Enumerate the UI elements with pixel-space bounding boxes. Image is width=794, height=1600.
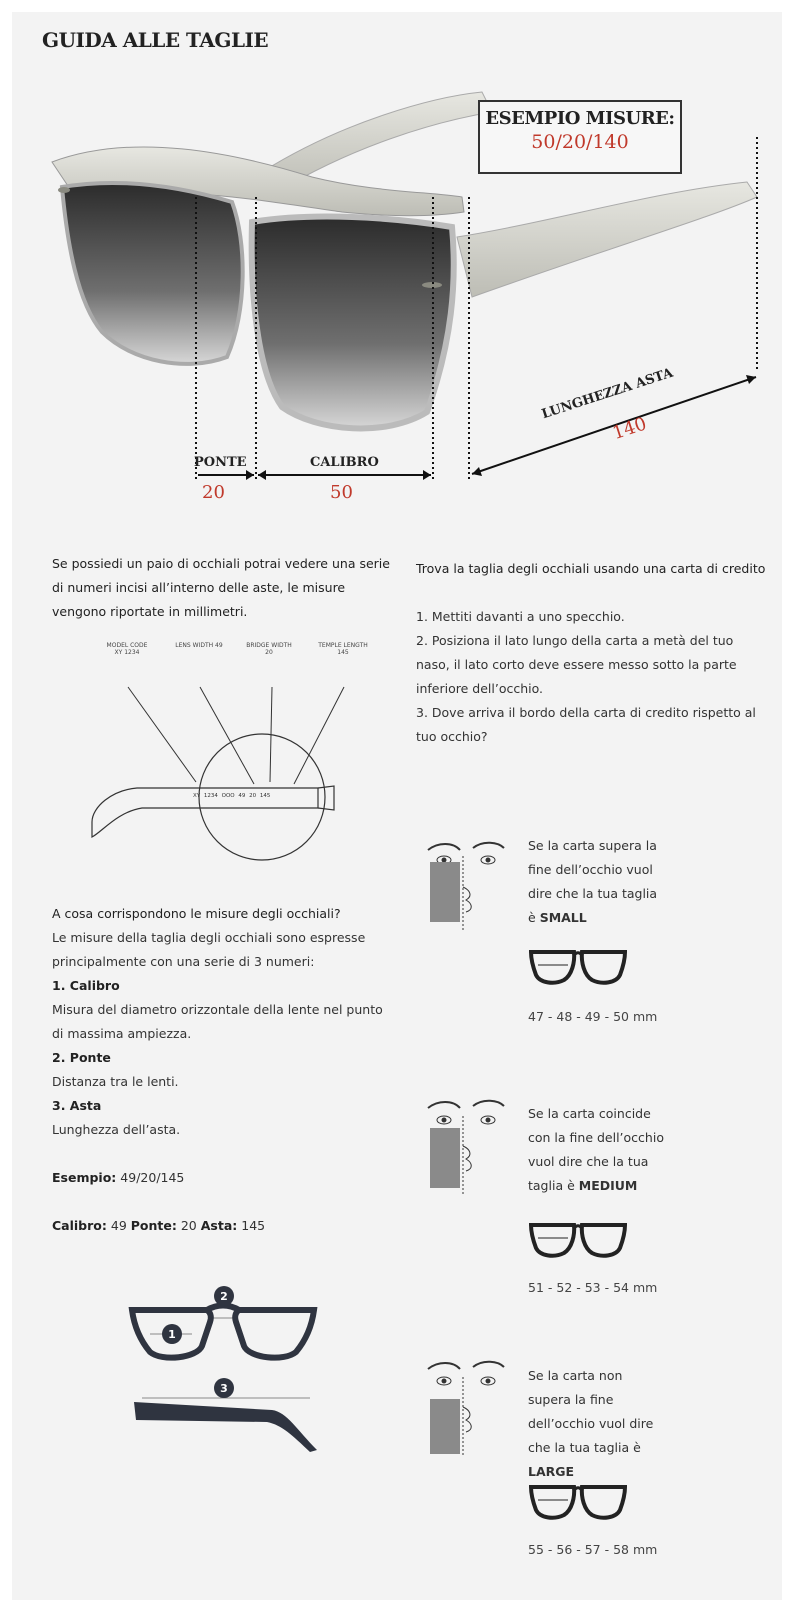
card-step-2: 2. Posiziona il lato lungo della carta a metà del tuo naso, il lato corto deve essere messo sotto la parte inferiore dell’occhio. <box>416 633 737 696</box>
explain-example <box>52 1166 392 1190</box>
size-guide-page <box>12 12 782 1600</box>
glasses-icon-large <box>528 1482 628 1522</box>
face-card-icon-small <box>418 832 508 932</box>
badge-3-text: 3 <box>220 1382 228 1395</box>
asta-value: 140 <box>610 413 650 444</box>
engraving-lens: 49 <box>238 793 246 799</box>
size-small-text <box>528 834 668 930</box>
glasses-icon-small <box>528 947 628 987</box>
explain-breakdown <box>52 1214 392 1238</box>
ponte-val: 20 <box>180 1218 197 1233</box>
glasses-icon-medium <box>528 1220 628 1260</box>
calibro-label: CALIBRO <box>310 455 379 470</box>
explain-question: A cosa corrispondono le misure degli occhiali? <box>52 906 341 921</box>
size-large-range: 55 - 56 - 57 - 58 mm <box>528 1542 658 1557</box>
card-guide <box>416 557 766 749</box>
engraving-model: XY 1234 <box>193 793 218 799</box>
face-card-icon-medium <box>418 1094 508 1194</box>
example-label: ESEMPIO MISURE: <box>485 108 675 129</box>
size-small-desc: Se la carta supera la fine dell’occhio vuol dire che la tua taglia è <box>528 838 658 925</box>
example-value: 50/20/140 <box>531 131 629 153</box>
ponte-key: Ponte: <box>130 1218 177 1233</box>
example-measures-box <box>478 100 682 174</box>
measures-explanation <box>52 902 392 1238</box>
size-medium-text <box>528 1102 668 1198</box>
card-guide-title: Trova la taglia degli occhiali usando una carta di credito <box>416 561 766 576</box>
calibro-value: 50 <box>330 482 353 503</box>
ponte-value: 20 <box>202 482 225 503</box>
explain-item-2-desc: Distanza tra le lenti. <box>52 1074 179 1089</box>
size-small-range: 47 - 48 - 49 - 50 mm <box>528 1009 658 1024</box>
example-val: 49/20/145 <box>120 1170 185 1185</box>
engraving-text <box>193 793 270 799</box>
face-card-icon-large <box>418 1357 508 1457</box>
asta-label: LUNGHEZZA ASTA <box>540 365 675 423</box>
asta-key: Asta: <box>200 1218 238 1233</box>
size-large-label: LARGE <box>528 1464 575 1479</box>
lens-width-label: LENS WIDTH 49 <box>175 642 223 649</box>
sunglasses-photo <box>12 12 782 512</box>
calibro-val: 49 <box>110 1218 127 1233</box>
engraving-temple: 145 <box>259 793 271 799</box>
asta-val: 145 <box>241 1218 266 1233</box>
size-small-label: SMALL <box>539 910 587 925</box>
engraving-bridge: 20 <box>249 793 257 799</box>
badge-1-text: 1 <box>168 1328 176 1341</box>
calibro-key: Calibro: <box>52 1218 107 1233</box>
model-code-label: MODEL CODE XY 1234 <box>106 642 148 656</box>
explain-item-2-title: 2. Ponte <box>52 1050 111 1065</box>
bridge-width-label: BRIDGE WIDTH 20 <box>246 642 292 656</box>
explain-item-1-desc: Misura del diametro orizzontale della lente nel punto di massima ampiezza. <box>52 1002 383 1041</box>
page-title: GUIDA ALLE TAGLIE <box>42 28 269 52</box>
size-medium-desc: Se la carta coincide con la fine dell’occhio vuol dire che la tua taglia è <box>528 1106 664 1193</box>
card-step-1: 1. Mettiti davanti a uno specchio. <box>416 609 625 624</box>
badge-icons <box>122 1280 322 1480</box>
engraving-symbol: OOO <box>221 793 235 799</box>
temple-engraving-icon <box>72 662 392 862</box>
explain-intro: Le misure della taglia degli occhiali sono espresse principalmente con una serie di 3 numeri: <box>52 930 366 969</box>
size-medium-range: 51 - 52 - 53 - 54 mm <box>528 1280 658 1295</box>
size-medium-label: MEDIUM <box>578 1178 638 1193</box>
explain-item-3-desc: Lunghezza dell’asta. <box>52 1122 181 1137</box>
example-key: Esempio: <box>52 1170 117 1185</box>
card-step-3: 3. Dove arriva il bordo della carta di credito rispetto al tuo occhio? <box>416 705 756 744</box>
intro-text: Se possiedi un paio di occhiali potrai vedere una serie di numeri incisi all’interno delle aste, le misure vengono riportate in millimetri. <box>52 556 390 619</box>
explain-item-3-title: 3. Asta <box>52 1098 102 1113</box>
ponte-label: PONTE <box>194 455 247 470</box>
badge-2-text: 2 <box>220 1290 228 1303</box>
temple-length-label: TEMPLE LENGTH 145 <box>318 642 368 656</box>
explain-item-1-title: 1. Calibro <box>52 978 120 993</box>
size-large-desc: Se la carta non supera la fine dell’occhio vuol dire che la tua taglia è <box>528 1368 654 1455</box>
size-large-text <box>528 1364 668 1484</box>
